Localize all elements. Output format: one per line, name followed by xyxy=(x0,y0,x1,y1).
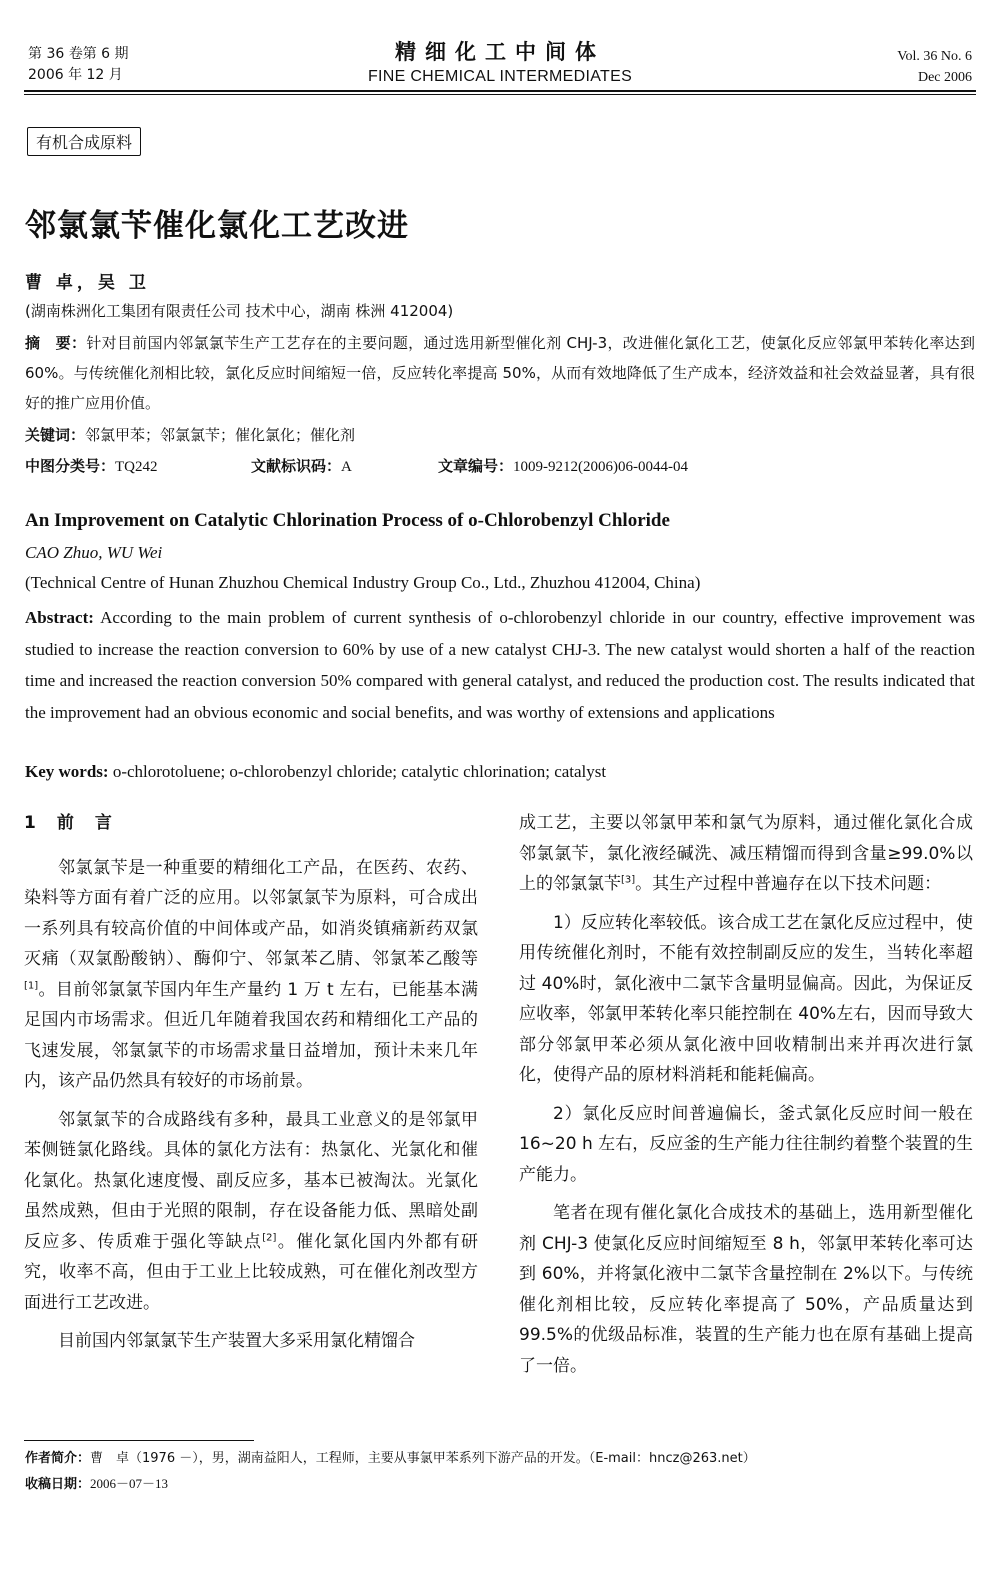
article-number-label: 文章编号： xyxy=(438,457,514,475)
abstract-cn-label: 摘 要： xyxy=(25,334,87,352)
body-paragraph: 邻氯氯苄的合成路线有多种，最具工业意义的是邻氯甲苯侧链氯化路线。具体的氯化方法有：热氯化、光氯化和催化氯化。热氯化速度慢、副反应多，基本已被淘汰。光氯化虽然成熟，但由于光照的限制，存在设备能力低、黑暗处副反应多、传质难于强化等缺点[2]。催化氯化国内外都有研究，收率不高，但由于工业上比较成熟，可在催化剂改型方面进行工艺改进。 xyxy=(24,1109,479,1313)
author-bio-text: 曹 卓（1976 －），男，湖南益阳人，工程师，主要从事氯甲苯系列下游产品的开发。（E-mail：hncz@263.net） xyxy=(90,1451,756,1466)
header-rule-thin xyxy=(24,94,976,95)
header-issue-en xyxy=(897,46,972,88)
clc-value: TQ242 xyxy=(115,459,158,475)
body-paragraph: 笔者在现有催化氯化合成技术的基础上，选用新型催化剂 CHJ-3 使氯化反应时间缩短至 8 h，邻氯甲苯转化率可达到 60%，并将氯化液中二氯苄含量控制在 2%以下。与传统催化剂相比较，反应转化率提高了 50%，产品质量达到 99.5%的优级品标准，装置的生产能力也在原有基础上提高了一倍。 xyxy=(519,1203,973,1376)
abstract-en xyxy=(25,602,975,728)
keywords-en-text: o-chlorotoluene; o-chlorobenzyl chloride; catalytic chlorination; catalyst xyxy=(112,762,607,781)
article-number-value: 1009-9212(2006)06-0044-04 xyxy=(513,459,688,475)
header-journal-name xyxy=(0,36,1000,86)
received-date-label: 收稿日期： xyxy=(25,1477,91,1492)
footnote-received-date xyxy=(25,1473,168,1492)
article-title-cn: 邻氯氯苄催化氯化工艺改进 xyxy=(25,208,409,244)
clc-label: 中图分类号： xyxy=(25,457,116,475)
section-heading: 1 前 言 xyxy=(24,813,114,833)
authors-en: CAO Zhuo, WU Wei xyxy=(25,543,163,562)
header-date-cn: 2006 年 12 月 xyxy=(28,67,123,83)
header-volume-en: Vol. 36 No. 6 xyxy=(897,49,972,64)
article-title-en: An Improvement on Catalytic Chlorination Process of o-Chlorobenzyl Chloride xyxy=(25,510,670,531)
article-number xyxy=(438,455,688,476)
received-date-value: 2006－07－13 xyxy=(90,1476,169,1491)
keywords-cn-label: 关键词： xyxy=(25,426,86,444)
keywords-cn-text: 邻氯甲苯；邻氯氯苄；催化氯化；催化剂 xyxy=(85,426,356,444)
abstract-cn-text: 针对目前国内邻氯氯苄生产工艺存在的主要问题，通过选用新型催化剂 CHJ-3，改进催化氯化工艺，使氯化反应邻氯甲苯转化率达到 60%。与传统催化剂相比较，氯化反应时间缩短一倍，反应转化率提高 50%，从而有效地降低了生产成本，经济效益和社会效益显著，具有很好的推广应用价值。 xyxy=(25,334,975,412)
header-volume-cn: 第 36 卷第 6 期 xyxy=(28,46,129,62)
footnote-author-bio xyxy=(25,1447,756,1466)
keywords-en-label: Key words: xyxy=(25,762,109,781)
document-code xyxy=(251,455,352,476)
column-category-tag: 有机合成原料 xyxy=(27,127,141,156)
affiliation-en: (Technical Centre of Hunan Zhuzhou Chemical Industry Group Co., Ltd., Zhuzhou 412004, China) xyxy=(25,573,701,592)
keywords-cn xyxy=(25,424,975,445)
clc-number xyxy=(25,455,158,476)
doc-code-value: A xyxy=(341,459,352,475)
keywords-en xyxy=(25,762,606,782)
header-rule-thick xyxy=(24,90,976,92)
abstract-cn xyxy=(25,328,975,418)
abstract-en-text: According to the main problem of current synthesis of o-chlorobenzyl chloride in our country, effective improvement was studied to increase the reaction conversion to 60% by use of a new catalyst CHJ-3. The new catalyst would shorten a half of the reaction time and increased the reaction conversion 50% compared with general catalyst, and reduced the production cost. The results indicated that the improvement had an obvious economic and social benefits, and was worthy of extensions and applications xyxy=(25,608,975,722)
header-date-en: Dec 2006 xyxy=(917,70,972,85)
citation-marker: [2] xyxy=(262,1231,277,1243)
body-paragraph: 2）氯化反应时间普遍偏长，釜式氯化反应时间一般在 16~20 h 左右，反应釜的生产能力往往制约着整个装置的生产能力。 xyxy=(519,1103,973,1185)
affiliation-cn: (湖南株洲化工集团有限责任公司 技术中心，湖南 株洲 412004) xyxy=(25,302,454,320)
body-paragraph: 邻氯氯苄是一种重要的精细化工产品，在医药、农药、染料等方面有着广泛的应用。以邻氯氯苄为原料，可合成出一系列具有较高价值的中间体或产品，如消炎镇痛新药双氯灭痛（双氯酚酸钠）、酶仰宁、邻氯苯乙腈、邻氯苯乙酸等[1]。目前邻氯氯苄国内年生产量约 1 万 t 左右，已能基本满足国内市场需求。但近几年随着我国农药和精细化工产品的飞速发展，邻氯氯苄的市场需求量日益增加，预计未来几年内，该产品仍然具有较好的市场前景。 xyxy=(24,857,478,1091)
journal-name-en: FINE CHEMICAL INTERMEDIATES xyxy=(367,68,633,85)
body-paragraph: 1）反应转化率较低。该合成工艺在氯化反应过程中，使用传统催化剂时，不能有效控制副反应的发生，当转化率超过 40%时，氯化液中二氯苄含量明显偏高。因此，为保证反应收率，邻氯甲苯转化率只能控制在 40%左右，因而导致大部分邻氯甲苯必须从氯化液中回收精制出来并再次进行氯化，使得产品的原材料消耗和能耗偏高。 xyxy=(519,912,973,1085)
author-bio-label: 作者简介： xyxy=(25,1451,91,1466)
doc-code-label: 文献标识码： xyxy=(251,457,342,475)
citation-marker: [3] xyxy=(621,874,636,886)
citation-marker: [1] xyxy=(24,979,39,991)
body-column-left xyxy=(24,808,478,1365)
abstract-en-label: Abstract: xyxy=(25,608,94,627)
authors-cn: 曹 卓，吴 卫 xyxy=(25,273,150,293)
body-paragraph: 成工艺，主要以邻氯甲苯和氯气为原料，通过催化氯化合成邻氯氯苄，氯化液经碱洗、减压精馏而得到含量≥99.0%以上的邻氯氯苄[3]。其生产过程中普遍存在以下技术问题： xyxy=(519,813,973,894)
body-paragraph: 目前国内邻氯氯苄生产装置大多采用氯化精馏合 xyxy=(58,1331,415,1351)
body-column-right xyxy=(519,808,973,1389)
footnote-rule xyxy=(24,1440,254,1441)
journal-name-cn: 精细化工中间体 xyxy=(395,40,605,64)
